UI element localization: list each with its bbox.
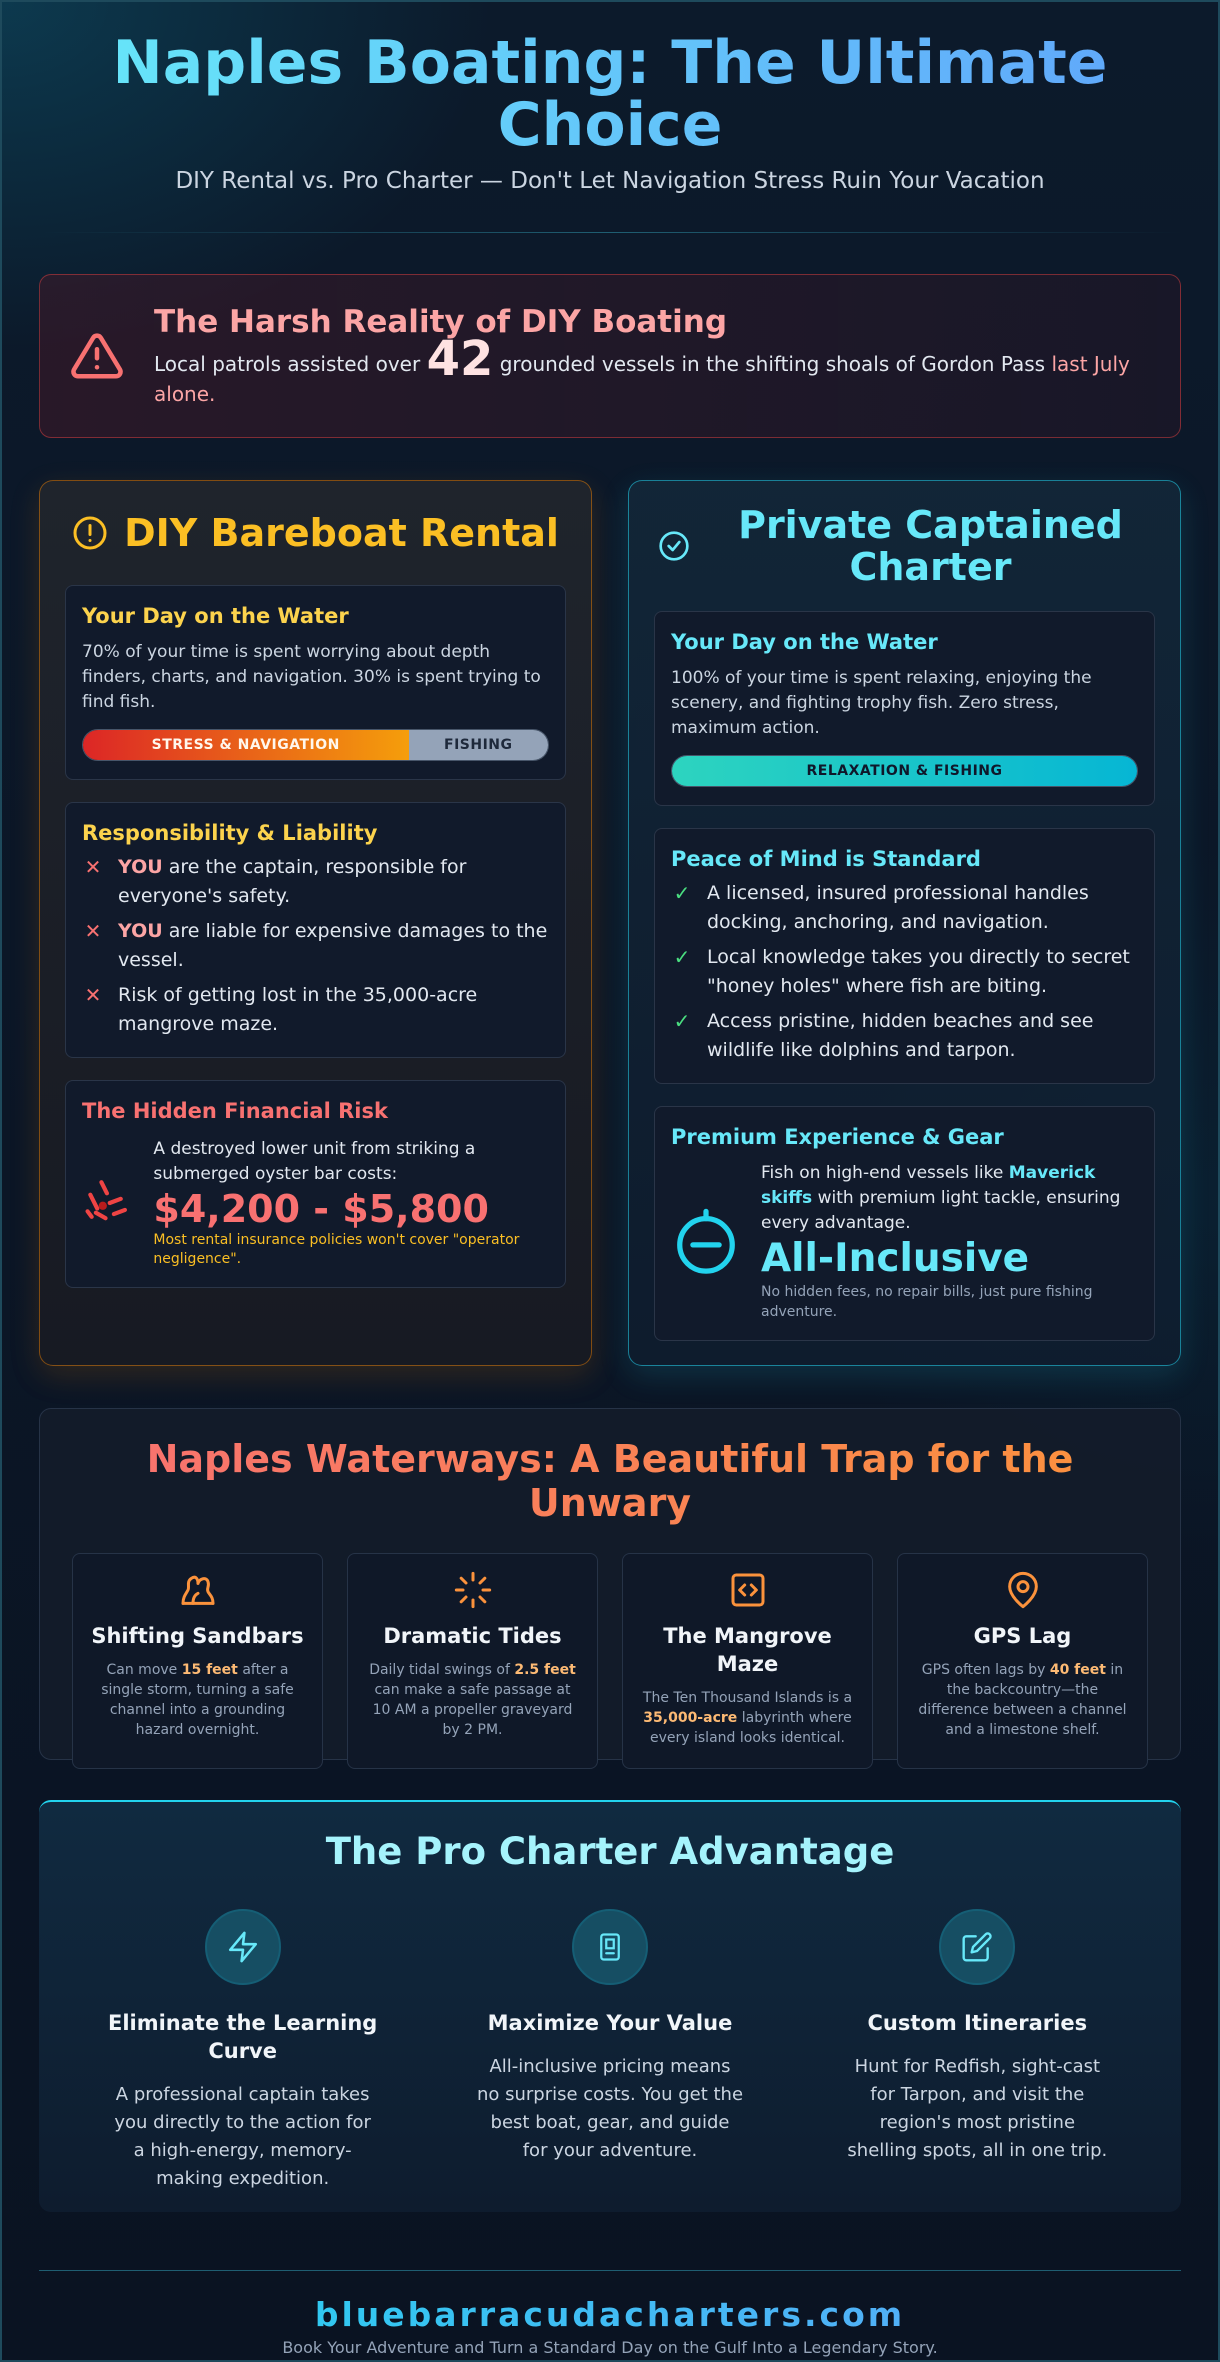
pro-day-title: Your Day on the Water <box>671 630 938 654</box>
gear-text-before: Fish on high-end vessels like <box>761 1163 1004 1183</box>
item-text: Local knowledge takes you directly to secret "honey holes" where fish are biting. <box>707 946 1130 997</box>
risk-text: A destroyed lower unit from striking a submerged oyster bar costs: <box>153 1139 476 1184</box>
text-before: Daily tidal swings of <box>369 1662 510 1678</box>
map-pin-icon <box>1003 1570 1043 1610</box>
gear-text <box>761 1161 1138 1236</box>
website-link[interactable]: bluebarracudacharters.com <box>39 2295 1181 2334</box>
x-mark-icon: ✕ <box>84 983 102 1007</box>
peace-list <box>671 879 1138 1065</box>
page-header <box>39 2 1181 194</box>
code-maze-icon <box>728 1570 768 1610</box>
item-text: are liable for expensive damages to the vessel. <box>118 920 548 971</box>
waterway-card-title: GPS Lag <box>973 1624 1072 1648</box>
bar-segment-stress: STRESS & NAVIGATION <box>83 730 409 760</box>
list-item <box>671 943 1138 1001</box>
waterway-card-title: Shifting Sandbars <box>91 1624 304 1648</box>
edit-icon <box>939 1909 1015 1985</box>
text-bold: 2.5 feet <box>514 1662 576 1678</box>
checkmark-icon: ✓ <box>673 881 691 905</box>
diy-header <box>65 503 566 563</box>
alert-title: The Harsh Reality of DIY Boating <box>154 303 728 340</box>
header-divider <box>39 232 1181 233</box>
text-after: labyrinth where every island looks identical. <box>650 1710 852 1746</box>
diy-title: DIY Bareboat Rental <box>124 511 559 555</box>
waterways-grid <box>72 1553 1148 1769</box>
financial-risk-card <box>65 1080 566 1288</box>
text-bold: 35,000-acre <box>643 1710 738 1726</box>
item-text: A licensed, insured professional handles docking, anchoring, and navigation. <box>707 882 1089 933</box>
item-bold: YOU <box>118 856 163 878</box>
broken-propeller-icon <box>82 1163 137 1243</box>
risk-amount: $4,200 - $5,800 <box>153 1187 489 1231</box>
waterway-card-title: Dramatic Tides <box>383 1624 562 1648</box>
text-bold: 40 feet <box>1049 1662 1106 1678</box>
gear-text-after: with premium light tackle, ensuring every advantage. <box>761 1188 1121 1233</box>
text-after: after a single storm, turning a safe channel into a grounding hazard overnight. <box>101 1662 294 1738</box>
pro-panel <box>628 480 1181 1366</box>
text-before: The Ten Thousand Islands is a <box>642 1690 853 1706</box>
sandbar-icon <box>178 1570 218 1610</box>
list-item <box>82 917 549 975</box>
risk-note: Most rental insurance policies won't cover "operator negligence". <box>153 1232 520 1267</box>
premium-gear-card <box>654 1106 1155 1341</box>
gear-title: Premium Experience & Gear <box>671 1125 1004 1149</box>
waterway-card-sandbars <box>72 1553 323 1769</box>
advantage-item-text: All-inclusive pricing means no surprise costs. You get the best boat, gear, and guide for your adventure. <box>476 2056 744 2161</box>
alert-number: 42 <box>426 330 494 387</box>
diy-day-card <box>65 585 566 780</box>
tide-burst-icon <box>453 1570 493 1610</box>
advantage-item-custom <box>814 1909 1141 2193</box>
list-item <box>82 981 549 1039</box>
waterway-card-text <box>91 1660 304 1740</box>
advantage-item-text: Hunt for Redfish, sight-cast for Tarpon, and visit the region's most pristine shelling spots, all in one trip. <box>847 2056 1108 2161</box>
responsibility-title: Responsibility & Liability <box>82 821 378 845</box>
advantage-item-title: Maximize Your Value <box>487 2011 733 2035</box>
advantage-item-value <box>446 1909 773 2193</box>
pro-day-card <box>654 611 1155 806</box>
pro-header <box>654 503 1155 589</box>
text-after: in the backcountry—the difference between a channel and a limestone shelf. <box>918 1662 1127 1738</box>
text-before: Can move <box>106 1662 178 1678</box>
waterway-card-gps <box>897 1553 1148 1769</box>
list-item <box>82 853 549 911</box>
diy-time-bar <box>82 729 549 761</box>
waterway-card-text <box>916 1660 1129 1740</box>
risk-content <box>82 1137 549 1269</box>
advantage-grid <box>79 1909 1141 2193</box>
item-bold: YOU <box>118 920 163 942</box>
text-after: can make a safe passage at 10 AM a propeller graveyard by 2 PM. <box>372 1682 573 1738</box>
responsibility-list <box>82 853 549 1039</box>
diy-responsibility-card <box>65 802 566 1058</box>
timer-icon <box>671 1207 741 1277</box>
pro-day-text: 100% of your time is spent relaxing, enjoying the scenery, and fighting trophy fish. Zero stress, maximum action. <box>671 668 1092 738</box>
alert-text-after: grounded vessels in the shifting shoals of Gordon Pass <box>499 351 1046 376</box>
gear-content <box>671 1161 1138 1322</box>
advantage-title: The Pro Charter Advantage <box>325 1830 895 1873</box>
diy-day-text: 70% of your time is spent worrying about depth finders, charts, and navigation. 30% is spent trying to find fish. <box>82 642 541 712</box>
advantage-item-learning <box>79 1909 406 2193</box>
alert-highlight: last July alone. <box>154 351 1130 406</box>
waterway-card-text <box>366 1660 579 1740</box>
list-item <box>671 1007 1138 1065</box>
lightning-icon <box>205 1909 281 1985</box>
diy-day-title: Your Day on the Water <box>82 604 349 628</box>
alert-circle-icon <box>72 515 108 551</box>
advantage-item-text: A professional captain takes you directly to the action for a high-energy, memory-making expedition. <box>114 2084 371 2189</box>
waterway-card-title: The Mangrove Maze <box>663 1624 832 1676</box>
page-subtitle: DIY Rental vs. Pro Charter — Don't Let Navigation Stress Ruin Your Vacation <box>175 168 1045 194</box>
comparison-section <box>39 480 1181 1366</box>
peace-of-mind-card <box>654 828 1155 1084</box>
checkmark-icon: ✓ <box>673 945 691 969</box>
pro-time-bar <box>671 755 1138 787</box>
text-bold: 15 feet <box>181 1662 238 1678</box>
gear-note: No hidden fees, no repair bills, just pure fishing adventure. <box>761 1284 1093 1320</box>
check-circle-icon <box>658 530 690 562</box>
warning-triangle-icon <box>70 329 124 383</box>
waterway-card-tides <box>347 1553 598 1769</box>
waterway-card-text <box>641 1688 854 1748</box>
waterway-card-maze <box>622 1553 873 1769</box>
page-title: Naples Boating: The Ultimate Choice <box>39 32 1181 156</box>
advantage-item-title: Custom Itineraries <box>867 2011 1088 2035</box>
x-mark-icon: ✕ <box>84 855 102 879</box>
advantage-item-title: Eliminate the Learning Curve <box>107 2011 378 2063</box>
waterways-section <box>39 1408 1181 1760</box>
item-text: Access pristine, hidden beaches and see wildlife like dolphins and tarpon. <box>707 1010 1094 1061</box>
text-before: GPS often lags by <box>921 1662 1046 1678</box>
list-item <box>671 879 1138 937</box>
page-footer <box>39 2270 1181 2357</box>
alert-text <box>154 330 1150 409</box>
waterways-title: Naples Waterways: A Beautiful Trap for the Unwary <box>72 1437 1148 1525</box>
pro-title: Private Captained Charter <box>738 503 1123 589</box>
item-text: are the captain, responsible for everyone's safety. <box>118 856 467 907</box>
item-text: Risk of getting lost in the 35,000-acre mangrove maze. <box>118 984 478 1035</box>
bar-segment-fishing: FISHING <box>409 730 549 760</box>
tablet-icon <box>572 1909 648 1985</box>
diy-panel <box>39 480 592 1366</box>
risk-title: The Hidden Financial Risk <box>82 1099 388 1123</box>
footer-tagline: Book Your Adventure and Turn a Standard Day on the Gulf Into a Legendary Story. <box>282 2338 938 2357</box>
checkmark-icon: ✓ <box>673 1009 691 1033</box>
gear-highlight: Maverick skiffs <box>761 1163 1096 1208</box>
bar-segment-relaxation: RELAXATION & FISHING <box>672 756 1137 786</box>
x-mark-icon: ✕ <box>84 919 102 943</box>
all-inclusive-label: All-Inclusive <box>761 1236 1030 1281</box>
alert-text-before: Local patrols assisted over <box>154 351 421 376</box>
peace-title: Peace of Mind is Standard <box>671 847 981 871</box>
advantage-section <box>39 1800 1181 2212</box>
reality-alert <box>39 274 1181 438</box>
